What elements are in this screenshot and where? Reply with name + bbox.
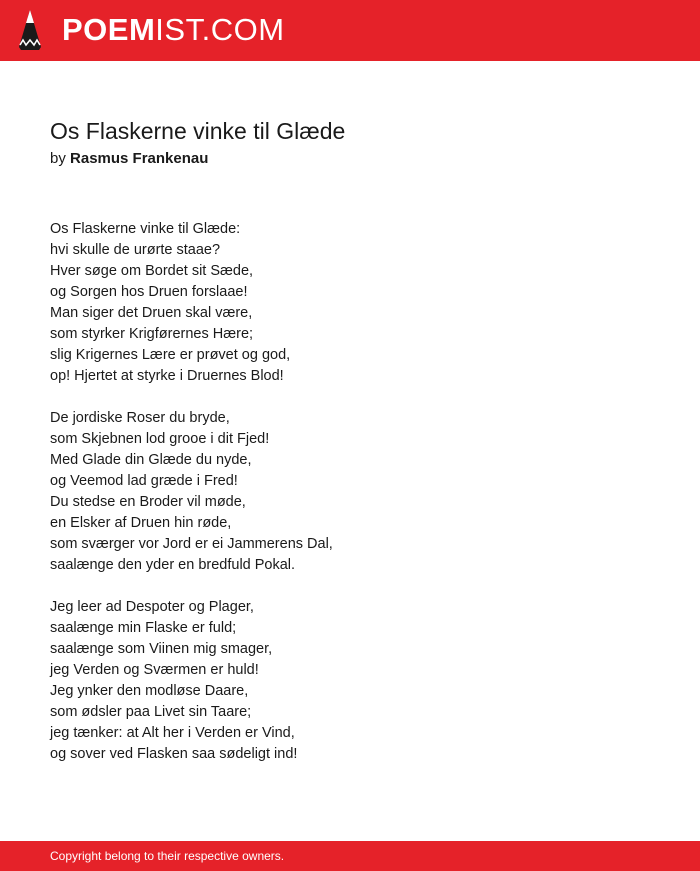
pencil-icon[interactable] bbox=[17, 9, 43, 51]
poem-line: og sover ved Flasken saa sødeligt ind! bbox=[50, 746, 298, 762]
poem-line: jeg Verden og Sværmen er huld! bbox=[50, 662, 259, 678]
poem-line: Jeg ynker den modløse Daare, bbox=[50, 683, 249, 699]
poem-line: Hver søge om Bordet sit Sæde, bbox=[50, 263, 254, 279]
poem-author: Rasmus Frankenau bbox=[70, 150, 209, 167]
poem-line: som sværger vor Jord er ei Jammerens Dal, bbox=[50, 536, 333, 552]
poem-line: Med Glade din Glæde du nyde, bbox=[50, 452, 252, 468]
site-footer bbox=[0, 841, 700, 871]
site-header bbox=[0, 0, 700, 61]
poem-line: op! Hjertet at styrke i Druernes Blod! bbox=[50, 368, 284, 384]
poem-line: saalænge min Flaske er fuld; bbox=[50, 620, 237, 636]
poem-line: slig Krigernes Lære er prøvet og god, bbox=[50, 347, 291, 363]
poem-line: Os Flaskerne vinke til Glæde: bbox=[50, 221, 241, 237]
poem-body bbox=[50, 219, 650, 786]
poem-line: Du stedse en Broder vil møde, bbox=[50, 494, 246, 510]
poem-title: Os Flaskerne vinke til Glæde bbox=[50, 118, 346, 144]
by-label: by bbox=[50, 150, 66, 167]
logo-wordmark-bold: POEM bbox=[62, 12, 156, 47]
poem-line: en Elsker af Druen hin røde, bbox=[50, 515, 232, 531]
poem-line: saalænge den yder en bredfuld Pokal. bbox=[50, 557, 296, 573]
poem-line: Man siger det Druen skal være, bbox=[50, 305, 253, 321]
stanza bbox=[50, 408, 650, 576]
stanza bbox=[50, 597, 650, 765]
poem-line: jeg tænker: at Alt her i Verden er Vind, bbox=[50, 725, 295, 741]
poem-line: De jordiske Roser du bryde, bbox=[50, 410, 230, 426]
poem-line: hvi skulle de urørte staae? bbox=[50, 242, 221, 258]
logo-wordmark-light: IST.COM bbox=[155, 12, 285, 47]
site-logo[interactable] bbox=[62, 10, 285, 50]
poem-line: som styrker Krigførernes Hære; bbox=[50, 326, 254, 342]
poem-line: som Skjebnen lod grooe i dit Fjed! bbox=[50, 431, 270, 447]
poem-line: og Sorgen hos Druen forslaae! bbox=[50, 284, 248, 300]
poem-line: saalænge som Viinen mig smager, bbox=[50, 641, 273, 657]
byline bbox=[50, 149, 208, 169]
poem-line: og Veemod lad græde i Fred! bbox=[50, 473, 238, 489]
poem-line: som ødsler paa Livet sin Taare; bbox=[50, 704, 252, 720]
copyright-notice: Copyright belong to their respective owners. bbox=[50, 849, 285, 863]
poem-line: Jeg leer ad Despoter og Plager, bbox=[50, 599, 254, 615]
stanza bbox=[50, 219, 650, 387]
